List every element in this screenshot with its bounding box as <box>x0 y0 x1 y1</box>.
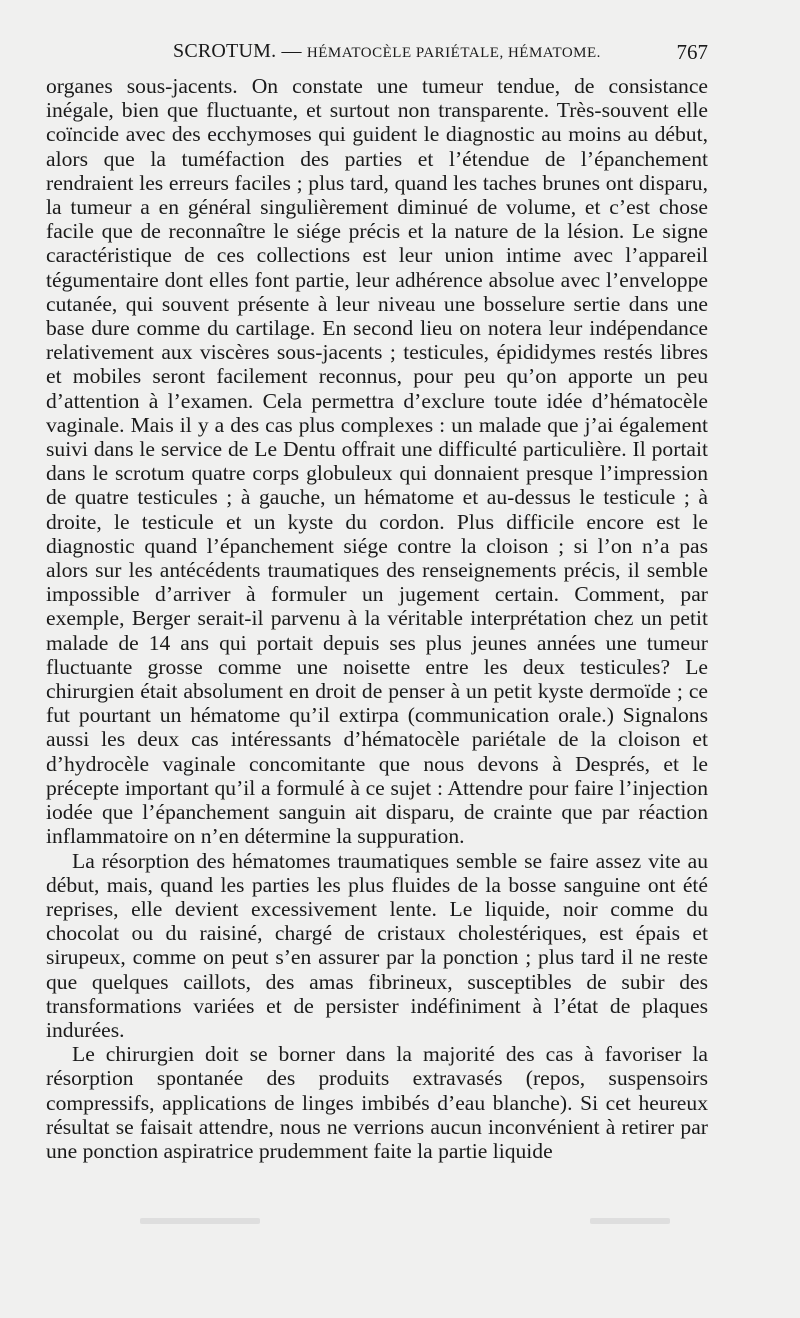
bleed-through-mark-right <box>590 1218 670 1224</box>
body-text <box>46 74 708 1163</box>
running-title <box>173 40 601 63</box>
paragraph-treatment: Le chirurgien doit se borner dans la majorité des cas à favoriser la résorption spontanée des produits extravasés (repos, suspensoirs compressifs, applications de linges imbibés d’eau blanche). Si cet heureux résultat se faisait attendre, nous ne verrions aucun inconvénient à retirer par une ponction aspiratrice prudemment faite la partie liquide <box>46 1042 708 1163</box>
title-dash: — <box>276 40 307 62</box>
bleed-through-footer <box>0 1218 800 1248</box>
page-number: 767 <box>676 40 708 64</box>
paragraph-resorption: La résorption des hématomes traumatiques semble se faire assez vite au début, mais, quand les parties les plus fluides de la bosse sanguine ont été reprises, elle devient excessivement lente. Le liquide, noir comme du chocolat ou du raisiné, chargé de cristaux cholestériques, est épais et sirupeux, comme on peut s’en assurer par la ponction ; plus tard il ne reste que quelques caillots, des amas fibrineux, susceptibles de subir des transformations variées et de persister indéfiniment à l’état de plaques indurées. <box>46 848 708 1042</box>
section-title: SCROTUM. <box>173 40 277 62</box>
paragraph-continued: organes sous-jacents. On constate une tumeur tendue, de consistance inégale, bien que fluctuante, et surtout non transparente. Très-souvent elle coïncide avec des ecchymoses qui guident le diagnostic au moins au début, alors que la tuméfaction des parties et l’étendue de l’épanchement rendraient les erreurs faciles ; plus tard, quand les taches brunes ont disparu, la tumeur a en général singulièrement diminué de volume, et c’est chose facile que de reconnaître le siége précis et la nature de la lésion. Le signe caractéristique de ces collections est leur union intime avec l’appareil tégumentaire dont elles font partie, leur adhérence absolue avec l’enveloppe cutanée, qui souvent présente à leur niveau une bosselure sertie dans une base dure comme du cartilage. En second lieu on notera leur indépendance relativement aux viscères sous-jacents ; testicules, épididymes restés libres et mobiles seront facilement reconnus, pour peu qu’on apporte un peu d’attention à l’examen. Cela permettra d’exclure toute idée d’hématocèle vaginale. Mais il y a des cas plus complexes : un malade que j’ai également suivi dans le service de Le Dentu offrait une difficulté particulière. Il portait dans le scrotum quatre corps globuleux qui donnaient presque l’impression de quatre testicules ; à gauche, un hématome et au-dessus le testicule ; à droite, le testicule et un kyste du cordon. Plus difficile encore est le diagnostic quand l’épanchement siége contre la cloison ; si l’on n’a pas alors sur les antécédents traumatiques des renseignements précis, il semble impossible d’arriver à formuler un jugement certain. Comment, par exemple, Berger serait-il parvenu à la véritable interprétation chez un petit malade de 14 ans qui portait depuis ses plus jeunes années une tumeur fluctuante grosse comme une noisette entre les deux testicules? Le chirurgien était absolument en droit de penser à un petit kyste dermoïde ; ce fut pourtant un hématome qu’il extirpa (communication orale.) Signalons aussi les deux cas intéressants d’hématocèle pariétale de la cloison et d’hydrocèle vaginale concomitante que nous devons à Després, et le précepte important qu’il a formulé à ce sujet : Attendre pour faire l’injection iodée que l’épanchement sanguin ait disparu, de crainte que par réaction inflammatoire on n’en détermine la suppuration. <box>46 74 708 849</box>
subsection-title: HÉMATOCÈLE PARIÉTALE, HÉMATOME. <box>306 45 601 61</box>
bleed-through-mark-left <box>140 1218 260 1224</box>
running-header <box>48 40 708 70</box>
